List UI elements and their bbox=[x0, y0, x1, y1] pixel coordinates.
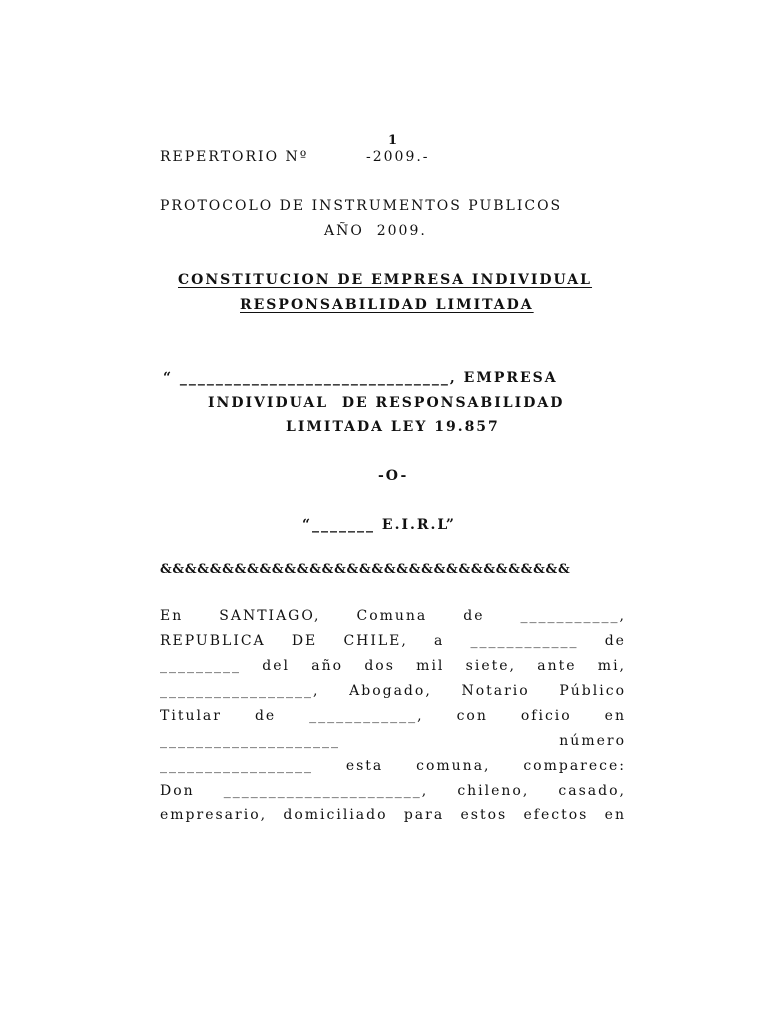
repertorio-label: REPERTORIO Nº bbox=[160, 149, 309, 165]
body-word: ______________________, bbox=[223, 783, 429, 799]
body-word: ____________ bbox=[470, 633, 579, 649]
document-title-line2: RESPONSABILIDAD LIMITADA bbox=[240, 297, 534, 313]
body-word: domiciliado bbox=[283, 807, 388, 823]
or-separator: -O- bbox=[378, 468, 409, 484]
body-line bbox=[160, 757, 626, 775]
body-word: de bbox=[604, 633, 626, 649]
body-line bbox=[160, 682, 626, 700]
protocolo-year: AÑO 2009. bbox=[324, 223, 427, 239]
body-word: número bbox=[559, 733, 626, 749]
body-word: Comuna bbox=[356, 608, 428, 624]
body-word: efectos bbox=[523, 807, 589, 823]
body-word: _________ bbox=[160, 658, 241, 674]
company-name-line1: “ ______________________________, EMPRESA bbox=[163, 370, 558, 386]
body-word: DE bbox=[291, 633, 318, 649]
short-company-name: “_______ E.I.R.L” bbox=[302, 517, 456, 533]
body-line bbox=[160, 657, 626, 675]
body-word: _________________, bbox=[160, 683, 320, 699]
body-word: siete, bbox=[465, 658, 516, 674]
body-word: esta bbox=[345, 758, 384, 774]
body-line bbox=[160, 707, 626, 725]
company-name-line2: INDIVIDUAL DE RESPONSABILIDAD bbox=[208, 395, 565, 411]
body-word: Don bbox=[160, 783, 195, 799]
body-word: casado, bbox=[558, 783, 626, 799]
body-word: del bbox=[262, 658, 290, 674]
body-word: chileno, bbox=[457, 783, 530, 799]
body-word: mil bbox=[416, 658, 445, 674]
body-word: Público bbox=[559, 683, 626, 699]
body-word: dos bbox=[364, 658, 395, 674]
body-line bbox=[160, 607, 626, 625]
body-line bbox=[160, 806, 626, 824]
body-word: estos bbox=[460, 807, 508, 823]
body-word: ____________, bbox=[309, 708, 424, 724]
repertorio-year: -2009.- bbox=[366, 149, 430, 165]
ampersand-divider: &&&&&&&&&&&&&&&&&&&&&&&&&&&&&&&&& bbox=[160, 562, 571, 577]
body-word: para bbox=[403, 807, 445, 823]
body-word: Titular bbox=[160, 708, 222, 724]
body-word: de bbox=[254, 708, 277, 724]
company-name-line3: LIMITADA LEY 19.857 bbox=[286, 419, 500, 435]
body-word: ____________________ bbox=[160, 733, 340, 749]
body-word: Notario bbox=[461, 683, 530, 699]
body-word: oficio bbox=[520, 708, 572, 724]
body-word: SANTIAGO, bbox=[219, 608, 321, 624]
body-word: a bbox=[434, 633, 445, 649]
body-word: ante bbox=[537, 658, 577, 674]
body-word: comparece: bbox=[523, 758, 626, 774]
body-word: ___________, bbox=[520, 608, 626, 624]
body-word: en bbox=[604, 807, 626, 823]
body-word: con bbox=[456, 708, 488, 724]
body-word: de bbox=[463, 608, 485, 624]
body-word: comuna, bbox=[416, 758, 491, 774]
body-word: mi, bbox=[597, 658, 626, 674]
body-line bbox=[160, 732, 626, 750]
body-word: _________________ bbox=[160, 758, 313, 774]
body-word: año bbox=[311, 658, 344, 674]
body-word: empresario, bbox=[160, 807, 268, 823]
page-number: 1 bbox=[388, 133, 400, 148]
body-line bbox=[160, 632, 626, 650]
body-word: en bbox=[604, 708, 626, 724]
document-title-line1: CONSTITUCION DE EMPRESA INDIVIDUAL bbox=[178, 272, 593, 288]
body-word: En bbox=[160, 608, 184, 624]
body-word: REPUBLICA bbox=[160, 633, 266, 649]
body-word: CHILE, bbox=[343, 633, 408, 649]
protocolo-line: PROTOCOLO DE INSTRUMENTOS PUBLICOS bbox=[160, 198, 563, 214]
body-word: Abogado, bbox=[349, 683, 432, 699]
body-line bbox=[160, 782, 626, 800]
